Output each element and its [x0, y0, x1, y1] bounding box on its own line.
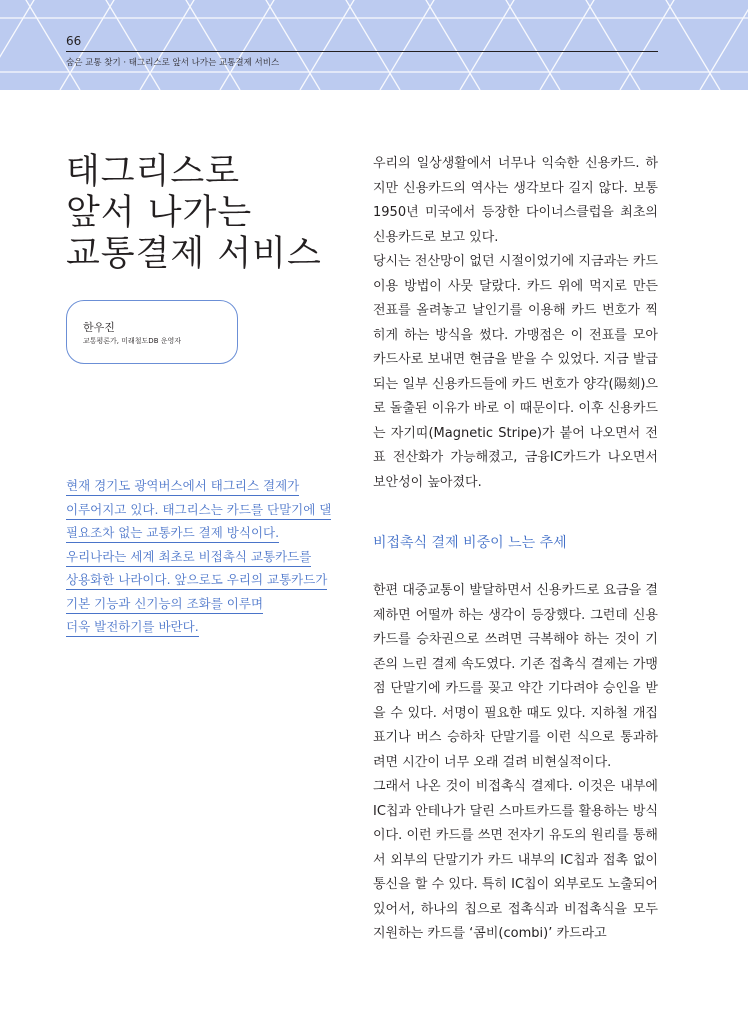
page-number: 66	[66, 34, 82, 48]
summary-line: 더욱 발전하기를 바란다.	[66, 618, 336, 642]
section-subheading: 비접촉식 결제 비중이 느는 추세	[373, 535, 567, 551]
title-line: 앞서 나가는	[66, 193, 253, 233]
body-paragraph: 당시는 전산망이 없던 시절이었기에 지금과는 카드 이용 방법이 사뭇 달랐다. 카드 위에 먹지로 만든 전표를 올려놓고 날인기를 이용해 카드 번호가 찍히게 하는 방식을 썼다. 가맹점은 이 전표를 모아 카드사로 보내면 현금을 받을 수 있었다. 지금 발급되는 일부 신용카드들에 카드 번호가 양각(陽刻)으로 돌출된 이유가 바로 이 때문이다. 이후 신용카드는 자기띠(Magnetic Stripe)가 붙어 나오면서 전표 전산화가 가능해졌고, 금융IC카드가 나오면서 보안성이 높아졌다.	[373, 254, 658, 490]
article-summary	[66, 477, 336, 642]
summary-line: 상용화한 나라이다. 앞으로도 우리의 교통카드가	[66, 571, 336, 595]
author-role: 교통평론가, 미래철도DB 운영자	[83, 337, 182, 345]
title-line: 교통결제 서비스	[66, 234, 322, 274]
summary-line: 기본 기능과 신기능의 조화를 이루며	[66, 595, 336, 619]
title-line: 태그리스로	[66, 152, 241, 192]
body-paragraph: 그래서 나온 것이 비접촉식 결제다. 이것은 내부에 IC칩과 안테나가 달린 스마트카드를 활용하는 방식이다. 이런 카드를 쓰면 전자기 유도의 원리를 통해서 외부의 단말기가 카드 내부의 IC칩과 접촉 없이 통신을 할 수 있다. 특히 IC칩이 외부로도 노출되어 있어서, 하나의 칩으로 접촉식과 비접촉식을 모두 지원하는 카드를 ‘콤비(combi)’ 카드라고	[373, 779, 658, 941]
header-pattern	[0, 0, 748, 90]
author-card	[66, 300, 238, 364]
summary-line: 현재 경기도 광역버스에서 태그리스 결제가	[66, 477, 336, 501]
author-name: 한우진	[83, 321, 115, 334]
article-title	[66, 152, 322, 275]
breadcrumb: 숨은 교통 찾기 · 태그리스로 앞서 나가는 교통결제 서비스	[66, 58, 280, 68]
header-divider	[66, 51, 658, 52]
summary-line: 필요조차 없는 교통카드 결제 방식이다.	[66, 524, 336, 548]
body-paragraph: 우리의 일상생활에서 너무나 익숙한 신용카드. 하지만 신용카드의 역사는 생각보다 길지 않다. 보통 1950년 미국에서 등장한 다이너스클럽을 최초의 신용카드로 보고 있다.	[373, 156, 658, 245]
body-section-1	[373, 152, 658, 495]
body-section-2	[373, 579, 658, 947]
summary-line: 이루어지고 있다. 태그리스는 카드를 단말기에 댈	[66, 501, 336, 525]
header-band	[0, 0, 748, 90]
summary-line: 우리나라는 세계 최초로 비접촉식 교통카드를	[66, 548, 336, 572]
body-paragraph: 한편 대중교통이 발달하면서 신용카드로 요금을 결제하면 어떨까 하는 생각이 등장했다. 그런데 신용카드를 승차권으로 쓰려면 극복해야 하는 것이 기존의 느린 결제 속도였다. 기존 접촉식 결제는 가맹점 단말기에 카드를 꽂고 약간 기다려야 승인을 받을 수 있다. 서명이 필요한 때도 있다. 지하철 개집표기나 버스 승하차 단말기를 이런 식으로 통과하려면 시간이 너무 오래 걸려 비현실적이다.	[373, 583, 658, 770]
